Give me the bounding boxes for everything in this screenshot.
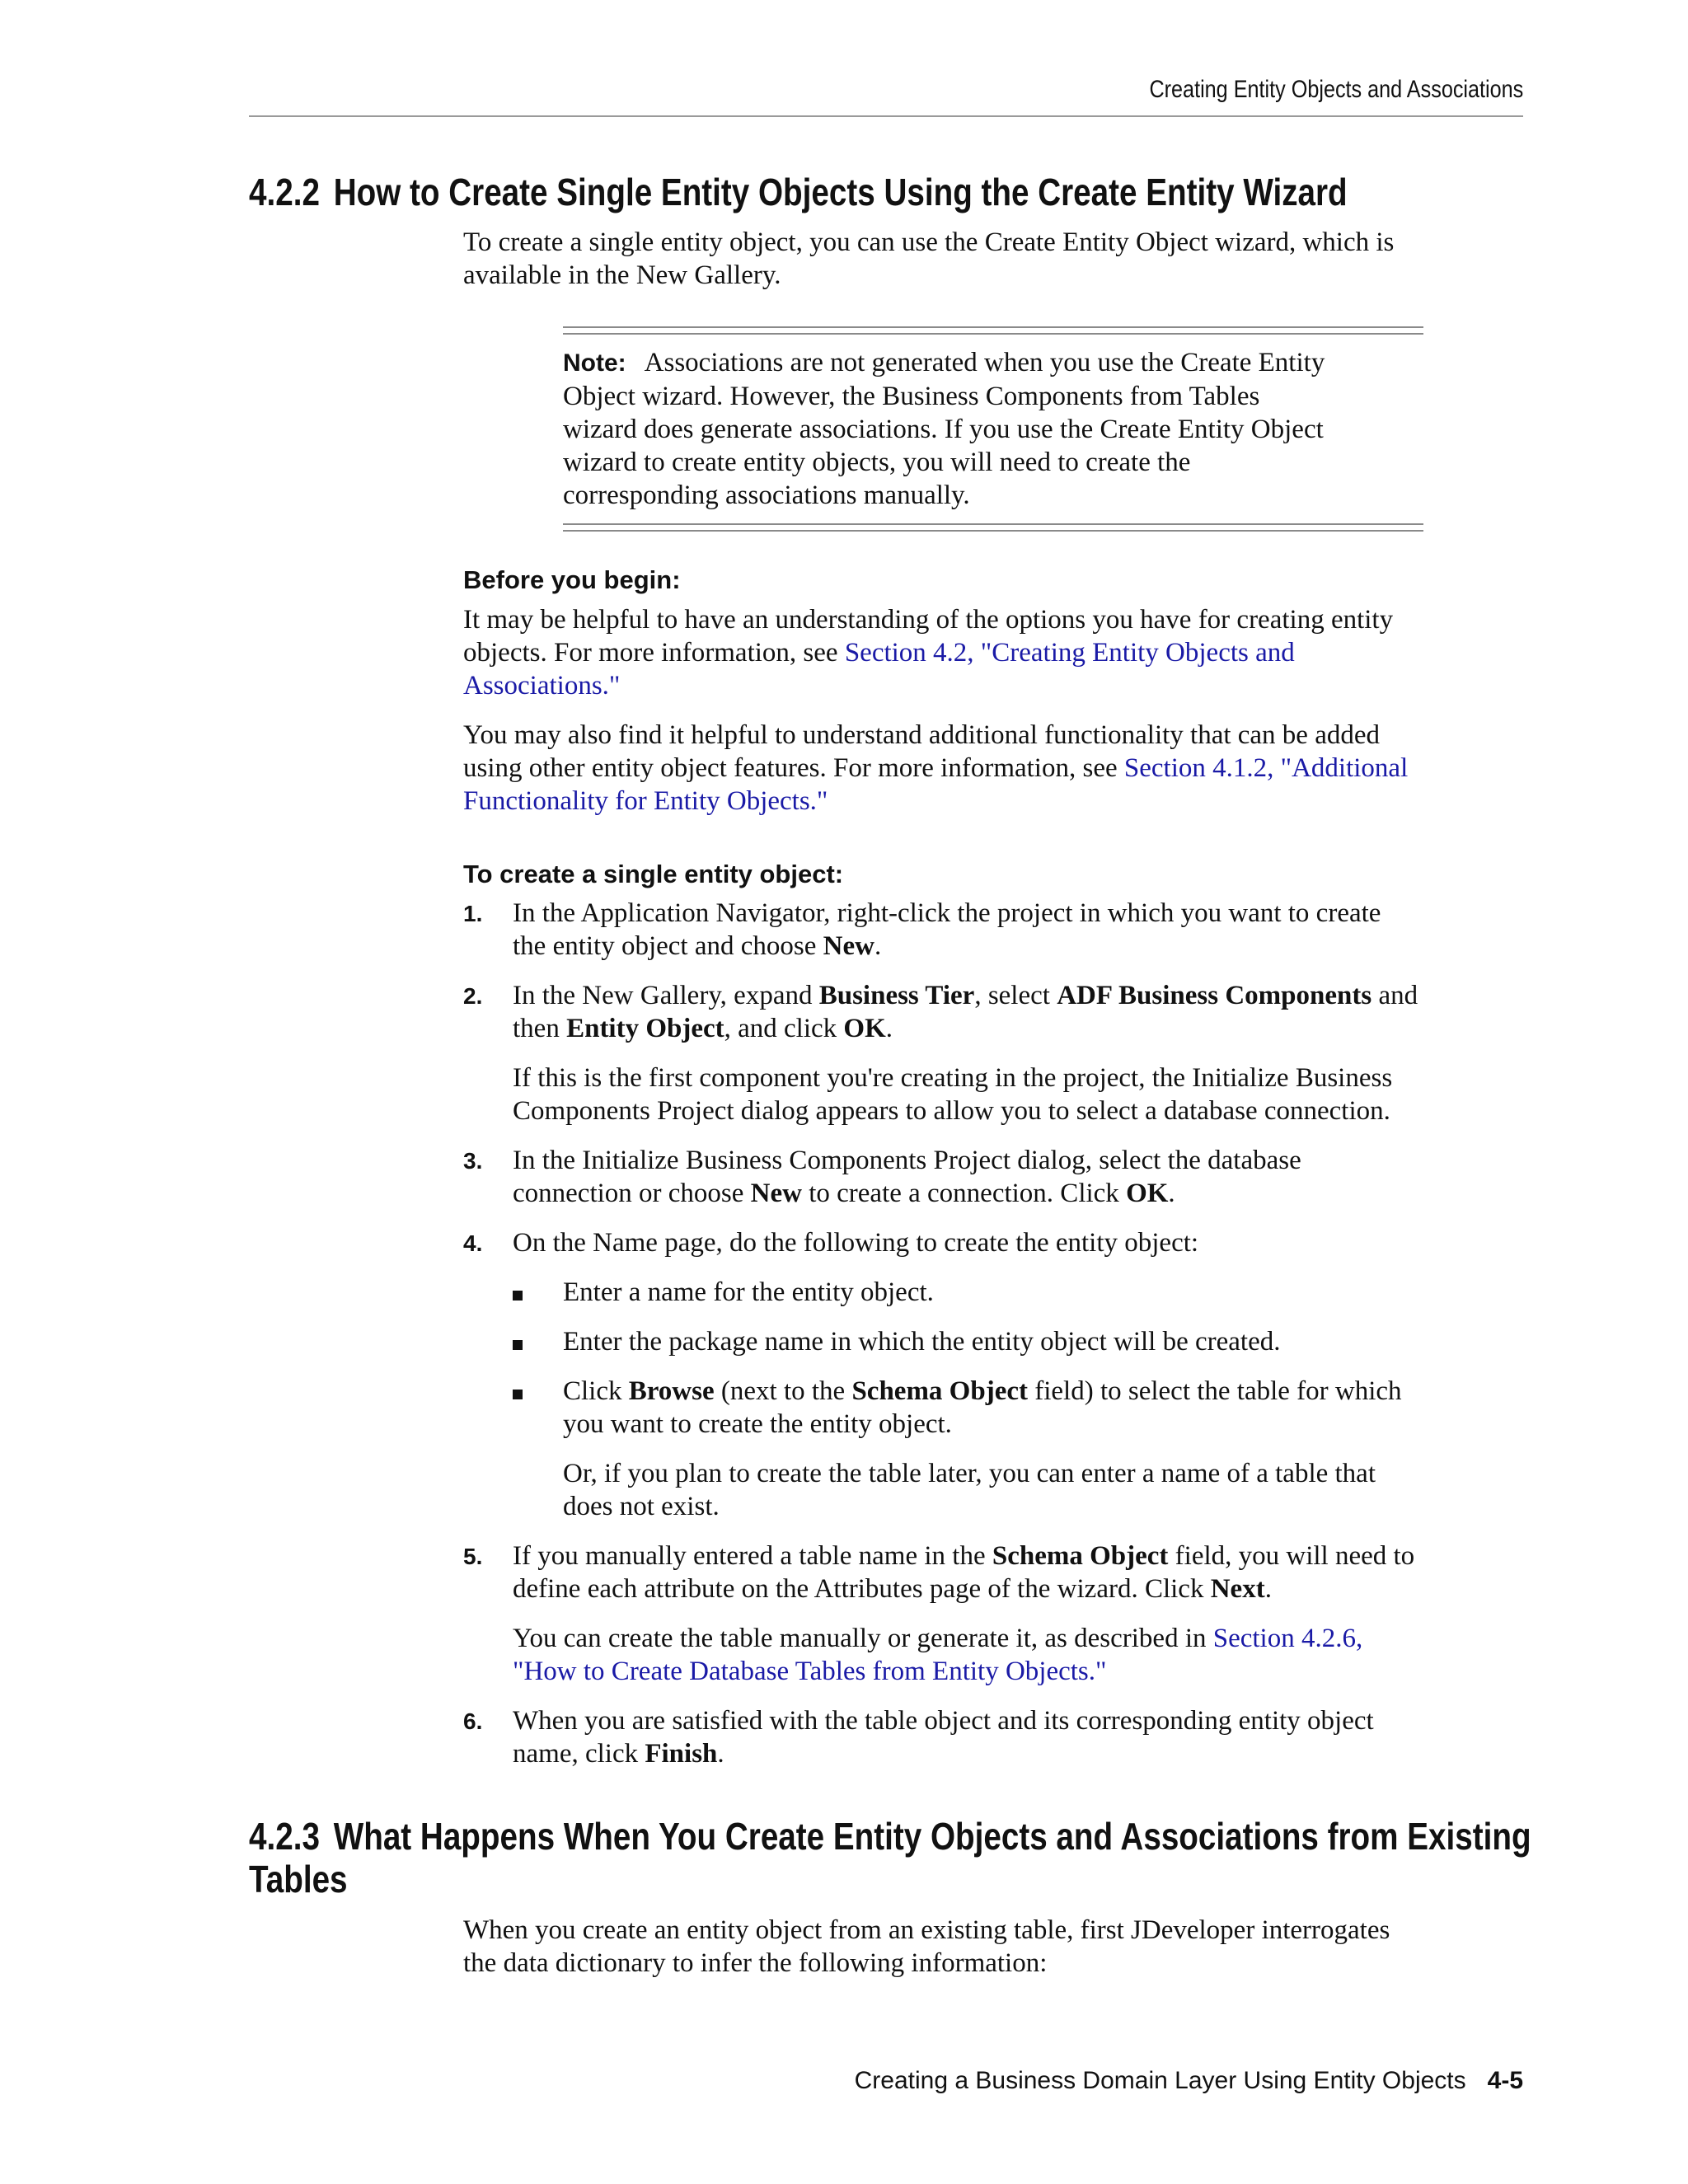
text-span: using other entity object features. For more information, see [463,753,1124,783]
text-line: You may also find it helpful to understand additional functionality that can be added [463,720,1380,750]
step-number: 6. [463,1708,483,1734]
text-span: In the New Gallery, expand [513,981,819,1010]
text-span: You can create the table manually or generate it, as described in [513,1624,1213,1653]
text-span: the entity object and choose [513,931,823,961]
text-span: (next to the [714,1376,852,1406]
step-3-text [513,1144,1301,1210]
step-4-bullet-1 [563,1276,934,1309]
link-section-4-2-6[interactable]: Section 4.2.6, [1212,1624,1363,1653]
procedure-label: To create a single entity object: [463,860,844,888]
text-line: Enter the package name in which the entity object will be created. [563,1327,1281,1357]
note-text [563,346,1423,512]
text-line: It may be helpful to have an understanding of the options you have for creating entity [463,605,1394,635]
text-span: objects. For more information, see [463,638,845,668]
note-line: corresponding associations manually. [563,480,970,510]
ui-term: ADF Business Components [1057,981,1372,1010]
text-line: Components Project dialog appears to allow you to select a database connection. [513,1096,1390,1126]
page-footer [742,2067,1523,2095]
ui-term: Schema Object [851,1376,1028,1406]
bullet-icon [513,1390,523,1399]
section-4-2-3-intro [463,1914,1390,1980]
text-span: Click [563,1376,629,1406]
note-line: Object wizard. However, the Business Components from Tables [563,382,1260,411]
step-2-paragraph [513,1062,1392,1127]
section-title: How to Create Single Entity Objects Using the Create Entity Wizard [333,171,1348,213]
text-span: . [874,931,882,961]
step-5-paragraph [513,1622,1362,1688]
text-span: and [1372,981,1418,1010]
step-4-bullet-2 [563,1325,1280,1358]
running-header [907,76,1523,104]
step-1-text [513,897,1381,963]
bullet-icon [513,1340,523,1350]
ui-term: New [823,931,874,961]
section-title-cont: Tables [249,1858,348,1900]
section-number: 4.2.2 [249,171,320,213]
text-span: connection or choose [513,1179,751,1208]
ui-term: New [750,1179,802,1208]
intro-line: available in the New Gallery. [463,260,781,290]
page-number: 4-5 [1487,2067,1523,2094]
text-span: . [1168,1179,1175,1208]
text-line: If this is the first component you're creating in the project, the Initialize Business [513,1063,1393,1093]
section-number: 4.2.3 [249,1815,320,1858]
ui-term: Next [1210,1574,1265,1604]
text-line: When you create an entity object from an existing table, first JDeveloper interrogates [463,1915,1390,1945]
step-number: 4. [463,1230,483,1256]
step-2-text [513,979,1418,1045]
ui-term: Finish [645,1739,718,1769]
note-line: wizard to create entity objects, you will need to create the [563,448,1191,477]
ui-term: Schema Object [992,1541,1169,1571]
before-begin-label: Before you begin: [463,565,681,594]
text-line: you want to create the entity object. [563,1409,952,1439]
step-5-text [513,1540,1414,1605]
ui-term: OK [1126,1179,1169,1208]
note-box [563,326,1423,532]
text-span: then [513,1014,567,1043]
text-span: , select [974,981,1057,1010]
ui-term: Entity Object [566,1014,724,1043]
section-title: What Happens When You Create Entity Objects and Associations from Existing [333,1815,1531,1858]
footer-chapter-title: Creating a Business Domain Layer Using Entity Objects [854,2067,1466,2094]
running-header-title: Creating Entity Objects and Associations [1149,76,1523,103]
step-4-bullet-3-paragraph [563,1457,1376,1523]
text-line: On the Name page, do the following to create the entity object: [513,1228,1199,1258]
text-span: to create a connection. Click [801,1179,1127,1208]
intro-line: To create a single entity object, you can use the Create Entity Object wizard, which is [463,227,1395,257]
text-span: . [1264,1574,1272,1604]
text-span: field) to select the table for which [1027,1376,1402,1406]
ui-term: OK [843,1014,886,1043]
before-begin-paragraph-2 [463,719,1408,818]
link-section-4-2[interactable]: Section 4.2, "Creating Entity Objects and [844,638,1295,668]
note-label: Note: [563,349,626,377]
note-line: Associations are not generated when you use the Create Entity [644,348,1325,377]
text-span: field, you will need to [1168,1541,1415,1571]
step-6-text [513,1704,1374,1770]
text-line: Enter a name for the entity object. [563,1277,934,1307]
text-line: When you are satisfied with the table object and its corresponding entity object [513,1706,1374,1736]
step-number: 2. [463,983,483,1009]
text-line: Or, if you plan to create the table later, you can enter a name of a table that [563,1459,1376,1488]
link-section-4-2-6-cont[interactable]: "How to Create Database Tables from Entity Objects." [513,1657,1107,1686]
ui-term: Browse [628,1376,715,1406]
text-span: . [717,1739,724,1769]
step-number: 3. [463,1148,483,1174]
header-rule [249,115,1523,117]
note-line: wizard does generate associations. If you use the Create Entity Object [563,415,1324,444]
text-span: define each attribute on the Attributes page of the wizard. Click [513,1574,1211,1604]
link-section-4-2-cont[interactable]: Associations." [463,671,621,701]
text-span: name, click [513,1739,645,1769]
bullet-icon [513,1291,523,1301]
step-number: 5. [463,1544,483,1569]
step-4-text [513,1226,1198,1259]
text-line: does not exist. [563,1492,720,1521]
link-section-4-1-2-cont[interactable]: Functionality for Entity Objects." [463,786,828,816]
text-line: In the Initialize Business Components Project dialog, select the database [513,1146,1301,1175]
step-number: 1. [463,901,483,926]
before-begin-paragraph-1 [463,603,1393,702]
text-span: . [885,1014,893,1043]
text-line: In the Application Navigator, right-click the project in which you want to create [513,898,1381,928]
intro-paragraph [463,226,1394,292]
text-span: , and click [724,1014,844,1043]
note-bottom-rule [563,523,1423,532]
link-section-4-1-2[interactable]: Section 4.1.2, "Additional [1123,753,1409,783]
text-span: If you manually entered a table name in the [513,1541,992,1571]
section-heading-4-2-3 [249,1815,1531,1900]
step-4-bullet-3 [563,1375,1402,1441]
note-top-rule [563,326,1423,335]
ui-term: Business Tier [818,981,975,1010]
section-heading-4-2-2 [249,171,1348,213]
text-line: the data dictionary to infer the following information: [463,1948,1048,1978]
